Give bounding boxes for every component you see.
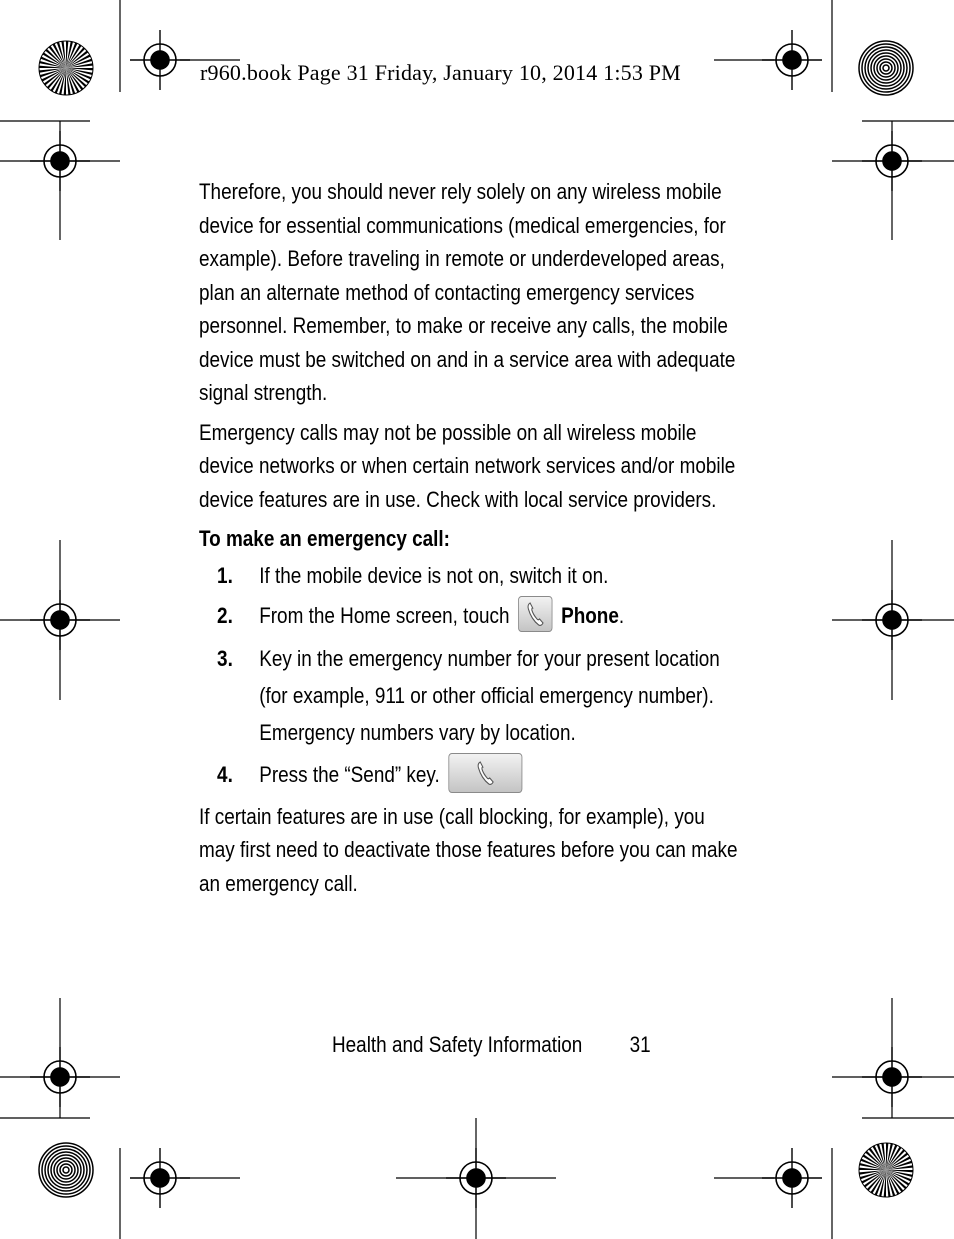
phone-label: Phone (561, 603, 619, 628)
paragraph-reliance-warning: Therefore, you should never rely solely on any wireless mobile device for essential communications (medical emergencies, for example). Before traveling in remote or underdeveloped areas, plan an alternate method of contacting emergency services personnel. Remember, to make or receive any calls, the mobile device must be switched on and in a service area with adequate signal strength. (199, 179, 736, 405)
registration-concentric-icon (39, 1143, 93, 1197)
page-content (199, 175, 745, 906)
registration-starburst-icon (859, 1143, 913, 1197)
step-text: Key in the emergency number for your present location (for example, 911 or other official emergency number). Emergency numbers vary by location. (259, 645, 720, 745)
page-number: 31 (629, 1032, 651, 1057)
step-punctuation: . (618, 603, 625, 628)
step-text: From the Home screen, touch (259, 603, 510, 628)
registration-crosshair-icon (130, 1148, 190, 1208)
step-4 (199, 758, 745, 793)
emergency-call-heading: To make an emergency call: (199, 526, 450, 551)
step-2 (199, 599, 745, 633)
step-3 (199, 640, 745, 751)
registration-crosshair-icon (762, 1148, 822, 1208)
print-slug-header: r960.book Page 31 Friday, January 10, 2014 1:53 PM (200, 60, 681, 85)
emergency-call-steps (199, 559, 745, 793)
step-number: 3. (217, 645, 233, 671)
paragraph-deactivate-features: If certain features are in use (call blocking, for example), you may first need to deactivate those features before you can make an emergency call. (199, 803, 738, 896)
step-number: 4. (217, 761, 233, 787)
registration-crosshair-icon (762, 30, 822, 90)
paragraph-network-limitations: Emergency calls may not be possible on all wireless mobile device networks or when certain network services and/or mobile device features are in use. Check with local service providers. (199, 419, 736, 512)
step-text: If the mobile device is not on, switch it on. (259, 562, 609, 588)
footer-section-title: Health and Safety Information (332, 1032, 583, 1057)
step-text: Press the “Send” key. (259, 761, 440, 787)
step-number: 1. (217, 562, 233, 588)
step-number: 2. (217, 603, 233, 628)
page-footer (332, 1032, 651, 1058)
send-key-icon (448, 753, 522, 793)
registration-concentric-icon (859, 41, 913, 95)
step-1 (199, 559, 745, 593)
registration-crosshair-icon (130, 30, 190, 90)
phone-icon (518, 596, 552, 632)
registration-starburst-icon (39, 41, 93, 95)
